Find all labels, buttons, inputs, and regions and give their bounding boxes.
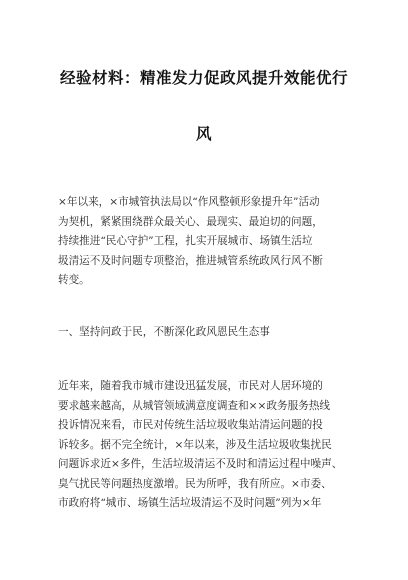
paragraph-line: 问题诉求近×多件，生活垃圾清运不及时和清运过程中噪声、 (58, 458, 343, 470)
body-paragraph (58, 377, 354, 514)
paragraph-line: 近年来，随着我市城市建设迅猛发展，市民对人居环境的 (58, 380, 323, 392)
paragraph-line: 转变。 (58, 274, 90, 286)
paragraph-line: 臭气扰民等问题热度激增。民为所呼，我有所应。×市委、 (58, 477, 332, 490)
paragraph-line: ×年以来，×市城管执法局以“作风整顿形象提升年”活动 (58, 196, 320, 208)
paragraph-line: 诉较多。据不完全统计，×年以来，涉及生活垃圾收集扰民 (58, 438, 332, 451)
document-title-line-2: 风 (195, 125, 212, 143)
paragraph-line: 持续推进“民心守护”工程，扎实开展城市、场镇生活垃 (58, 235, 313, 247)
section-heading: 一、坚持问政于民，不断深化政风恩民生态事 (58, 326, 270, 338)
paragraph-line: 圾清运不及时问题专项整治，推进城管系统政风行风不断 (58, 254, 323, 267)
paragraph-line: 为契机，紧紧围绕群众最关心、最现实、最迫切的问题， (58, 215, 323, 228)
paragraph-line: 要求越来越高，从城管领域满意度调查和××政务服务热线 (58, 399, 331, 412)
paragraph-line: 投诉情况来看，市民对传统生活垃圾收集站清运问题的投 (58, 419, 323, 431)
paragraph-line: 市政府将“城市、场镇生活垃圾清运不及时问题”列为×年 (58, 497, 322, 509)
document-title-line-1: 经验材料：精准发力促政风提升效能优行 (59, 69, 348, 87)
intro-paragraph (58, 193, 354, 291)
